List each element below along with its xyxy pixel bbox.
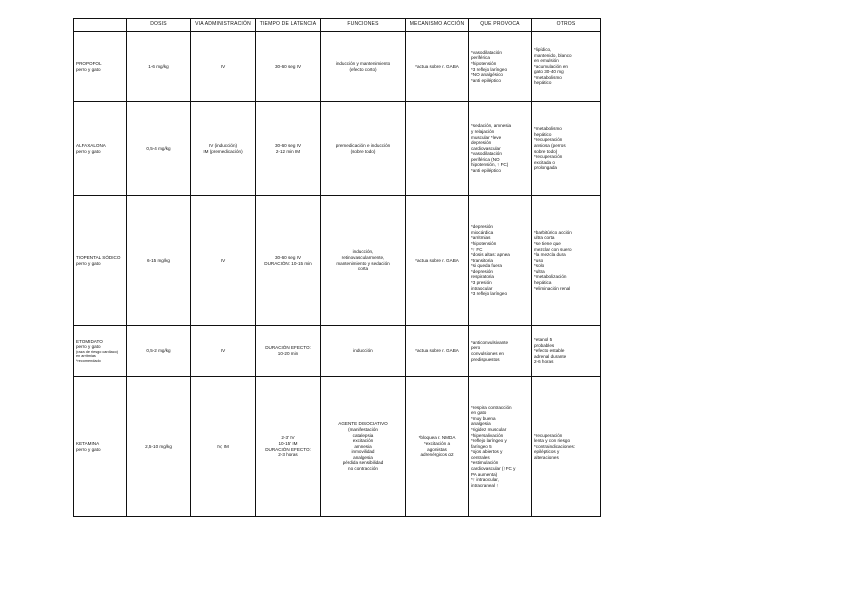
cell-text-line: 2-6 horas <box>534 359 554 365</box>
mechanism-cell <box>406 377 469 517</box>
drug-name-cell <box>74 32 127 102</box>
cell-text-line: 0,5-2 mg/kg <box>146 348 171 354</box>
cell-text-line: *hipotensión <box>471 240 497 246</box>
cell-text-line: *respira contracción <box>471 404 512 410</box>
header-corner <box>74 19 127 32</box>
cell-text-line: respiratoria <box>471 274 494 280</box>
cell-text-line: hepático <box>534 80 552 86</box>
others-cell <box>532 326 601 377</box>
latency-cell <box>256 32 321 102</box>
cell-text-line: *metabolismo <box>534 74 562 80</box>
cell-text-line: perro y gato <box>76 344 101 350</box>
latency-cell <box>256 102 321 196</box>
others-cell <box>532 32 601 102</box>
cell-text-line: adrenérgicos α2 <box>420 452 454 458</box>
cell-text-line: pero <box>471 345 481 351</box>
cell-text-line: *depresión <box>471 224 493 230</box>
cell-text-line: *recuperación <box>534 154 563 160</box>
cell-text-line: *NO analgésico <box>471 72 503 78</box>
cell-text-line: *estimulación <box>471 460 499 466</box>
cell-text-line: periférica (NO <box>471 156 500 162</box>
cell-text-line: excitada o <box>534 159 555 165</box>
dose-cell <box>127 377 191 517</box>
cell-text-line: *3 presión <box>471 280 492 286</box>
cell-text-line: IV (inducción) <box>208 142 238 148</box>
cell-text-line: 2,5-10 mg/kg <box>145 443 172 449</box>
cell-text-line: *uso <box>534 257 544 263</box>
cell-text-line: *si queda fuera <box>471 263 502 269</box>
cell-text-line: *hipersalivación <box>471 432 504 438</box>
cell-text-line: *excitación a <box>423 440 451 446</box>
cell-text-line: (manifestación <box>348 426 378 432</box>
functions-cell <box>321 196 406 326</box>
cell-text-line: *hipotensión <box>471 60 497 66</box>
cell-text-line: *la mezcla dura <box>534 252 566 258</box>
mechanism-cell <box>406 196 469 326</box>
cell-text-line: *efecto estable <box>534 348 565 354</box>
cell-text-line: DURACIÓN: 10-15 min <box>264 260 312 266</box>
effects-cell <box>469 377 532 517</box>
cell-text-line: intracraneal ↑ <box>471 482 499 488</box>
cell-text-line: 1-6 mg/kg <box>148 63 169 69</box>
latency-cell <box>256 196 321 326</box>
cell-text-line: mezclar con suero <box>534 246 572 252</box>
header-effects: QUE PROVOCA <box>469 19 532 32</box>
cell-text-line: probables <box>534 342 555 348</box>
cell-text-line: *lipídico, <box>534 46 552 52</box>
header-latency: TIEMPO DE LATENCIA <box>256 19 321 32</box>
cell-text-line: *acumulación en <box>534 63 568 69</box>
cell-text-line: *dosis altas: apnea <box>471 252 510 258</box>
cell-text-line: *transitoria <box>471 257 493 263</box>
dose-cell <box>127 326 191 377</box>
cell-text-line: depresión <box>471 140 492 146</box>
dose-cell <box>127 32 191 102</box>
cell-text-line: *actua sobre r. GABA <box>415 63 459 69</box>
table-row <box>74 102 601 196</box>
cell-text-line: perro y gato <box>76 148 101 154</box>
cell-text-line: IM (premedicación) <box>203 148 243 154</box>
cell-text-line: 2-12 min IM <box>275 148 301 154</box>
drug-name-cell <box>74 377 127 517</box>
cell-text-line: mantenimiento y sedación <box>336 260 390 266</box>
cell-text-line: *depresión <box>471 268 493 274</box>
cell-text-line: miocárdica <box>471 229 494 235</box>
cell-text-line: centrales <box>471 454 490 460</box>
cell-text-line: *actua sobre r. GABA <box>415 348 459 354</box>
cell-text-line: retinovascularmente, <box>341 254 385 260</box>
cell-text-line: hepática <box>534 280 552 286</box>
cell-text-line: *vasodilatación <box>471 151 502 157</box>
header-row <box>74 19 601 32</box>
cell-text-line: IV <box>220 257 226 263</box>
table-row <box>74 32 601 102</box>
others-cell <box>532 102 601 196</box>
cell-text-line: *ojos abiertos y <box>471 449 503 455</box>
cell-text-line: analgesia <box>471 421 491 427</box>
table-body <box>74 32 601 517</box>
cell-text-line: *actua sobre r. GABA <box>415 257 459 263</box>
cell-text-line: (efecto corto) <box>349 66 377 72</box>
dose-cell <box>127 196 191 326</box>
drug-name-cell <box>74 326 127 377</box>
cell-text-line: pérdida sensibilidad <box>342 460 384 466</box>
cell-text-line: *solo <box>534 263 545 269</box>
cell-text-line: ansiosa (perros <box>534 142 566 148</box>
effects-cell <box>469 326 532 377</box>
cell-text-line: *bloquea r. NMDA <box>418 435 456 441</box>
effects-cell <box>469 196 532 326</box>
cell-text-line: lenta y con riesgo <box>534 438 571 444</box>
cell-text-line: ETOMIDATO <box>76 338 103 344</box>
cell-text-line: DURACIÓN EFECTO: <box>265 345 311 351</box>
cell-text-line: *3 reflejo laríngeo <box>471 66 508 72</box>
cell-text-line: hepático <box>534 131 552 137</box>
functions-cell <box>321 377 406 517</box>
cell-text-line: 0,5-4 mg/kg <box>146 145 171 151</box>
header-dose: DOSIS <box>127 19 191 32</box>
cell-text-line: IV, IM <box>217 443 229 449</box>
latency-cell <box>256 377 321 517</box>
cell-text-line: 10-20 min <box>277 351 299 356</box>
via-cell <box>191 102 256 196</box>
cell-text-line: PA aumenta) <box>471 471 498 477</box>
cell-text-line: *sedación, amnesia <box>471 123 512 129</box>
cell-text-line: *barbitúrico acción <box>534 229 572 235</box>
cell-text-line: inducción, <box>352 249 374 255</box>
header-mechanism: MECANISMO ACCIÓN <box>406 19 469 32</box>
cell-text-line: adrenal durante <box>534 353 567 359</box>
cell-text-line: *eliminación renal <box>534 285 571 291</box>
cell-text-line: *↑ FC <box>471 246 483 252</box>
cell-text-line: IV <box>220 348 226 354</box>
others-cell <box>532 377 601 517</box>
cell-text-line: perro y gato <box>76 260 101 266</box>
cell-text-line: *muy buena <box>471 415 496 421</box>
cell-text-line: *recomendado <box>76 358 101 363</box>
cell-text-line: *metabolismo <box>534 126 562 132</box>
mechanism-cell <box>406 32 469 102</box>
via-cell <box>191 32 256 102</box>
cell-text-line: excitación <box>352 438 374 444</box>
cell-text-line: inmovilidad <box>351 449 375 455</box>
cell-text-line: corta <box>357 266 369 272</box>
header-via: VIA ADMINISTRACIÓN <box>191 19 256 32</box>
mechanism-cell <box>406 326 469 377</box>
cell-text-line: *3 reflejo laríngeo <box>471 291 508 297</box>
mechanism-cell <box>406 102 469 196</box>
cell-text-line: 2-3' IV <box>281 435 295 441</box>
header-functions: FUNCIONES <box>321 19 406 32</box>
latency-cell <box>256 326 321 377</box>
cell-text-line: *rigidez muscular <box>471 426 507 432</box>
cell-text-line: *etanol 5 <box>534 337 553 343</box>
cell-text-line: *reflejo laríngeo y <box>471 438 507 444</box>
via-cell <box>191 326 256 377</box>
cell-text-line: TIOPENTAL SÓDICO <box>76 254 121 260</box>
anesthetics-table <box>73 18 601 517</box>
cell-text-line: ultra corta <box>534 235 555 241</box>
cell-text-line: *anti epiléptico <box>471 77 501 83</box>
cell-text-line: 30-60 seg IV <box>274 63 302 69</box>
cell-text-line: ALFAXALONA <box>76 142 106 148</box>
cell-text-line: *metabolización <box>534 274 567 280</box>
cell-text-line: premedicación e inducción <box>335 142 391 148</box>
cell-text-line: catalepsia <box>352 432 374 438</box>
cell-text-line: 10-15' IM <box>278 440 298 446</box>
via-cell <box>191 196 256 326</box>
cell-text-line: intraocular <box>471 285 493 291</box>
cell-text-line: sobre todo) <box>534 148 558 154</box>
header-others: OTROS <box>532 19 601 32</box>
cell-text-line: epilépticos y <box>534 449 560 455</box>
cell-text-line: hipotensión, ↑ FC) <box>471 162 509 168</box>
cell-text-line: DURACIÓN EFECTO: <box>265 446 311 452</box>
cell-text-line: inducción y mantenimiento <box>335 60 391 66</box>
table-row <box>74 377 601 517</box>
cell-text-line: alteraciones <box>534 454 559 460</box>
table-row <box>74 196 601 326</box>
effects-cell <box>469 32 532 102</box>
cell-text-line: muscular *leve <box>471 134 502 140</box>
cell-text-line: inducción <box>353 348 373 354</box>
cell-text-line: en emulsión <box>534 58 559 64</box>
cell-text-line: cardiovascular (↑FC y <box>471 466 516 472</box>
cell-text-line: *ultra <box>534 268 545 274</box>
cell-text-line: (raza de riesgo cardiaco) <box>76 349 118 354</box>
cell-text-line: no contracción <box>348 466 378 472</box>
effects-cell <box>469 102 532 196</box>
functions-cell <box>321 102 406 196</box>
cell-text-line: *recuperación <box>534 137 563 143</box>
cell-text-line: *recuperación <box>534 432 563 438</box>
cell-text-line: 30-60 seg IV <box>274 142 302 148</box>
cell-text-line: *contraindicaciones: <box>534 443 576 449</box>
cell-text-line: prolongada <box>534 165 557 171</box>
functions-cell <box>321 32 406 102</box>
cell-text-line: IV <box>220 63 226 69</box>
cell-text-line: *se tiene que <box>534 240 561 246</box>
via-cell <box>191 377 256 517</box>
cell-text-line: perro y gato <box>76 66 101 72</box>
cell-text-line: (sobre todo) <box>350 148 376 154</box>
cell-text-line: *anticonvulsivante <box>471 339 509 345</box>
cell-text-line: 6-15 mg/kg <box>147 257 170 263</box>
cell-text-line: predispuestos <box>471 356 500 362</box>
cell-text-line: amnesia <box>354 443 372 449</box>
cell-text-line: *↑ intraocular, <box>471 477 499 483</box>
cell-text-line: analgesia <box>353 454 373 460</box>
cell-text-line: en gato <box>471 410 487 416</box>
cell-text-line: faríngeo 5 <box>471 443 492 449</box>
table-row <box>74 326 601 377</box>
drug-name-cell <box>74 196 127 326</box>
cell-text-line: 2-3 horas <box>278 452 298 458</box>
cell-text-line: KETAMINA <box>76 440 100 446</box>
cell-text-line: PROPOFOL <box>76 60 102 66</box>
cell-text-line: convulsiones en <box>471 351 504 356</box>
cell-text-line: perro y gato <box>76 446 101 452</box>
cell-text-line: 30-60 seg IV <box>274 254 302 260</box>
cell-text-line: *vasodilatación <box>471 49 502 55</box>
cell-text-line: mantenido, blanco <box>534 52 572 58</box>
drug-name-cell <box>74 102 127 196</box>
others-cell <box>532 196 601 326</box>
cell-text-line: cardiovascular <box>471 145 501 151</box>
cell-text-line: AGENTE DISOCIATIVO <box>338 421 388 427</box>
cell-text-line: en arritmias <box>76 354 96 359</box>
cell-text-line: gato 30-40 mg <box>534 69 564 75</box>
cell-text-line: periférica <box>471 55 490 61</box>
cell-text-line: *anti epiléptico <box>471 168 501 174</box>
dose-cell <box>127 102 191 196</box>
functions-cell <box>321 326 406 377</box>
cell-text-line: y relajación <box>471 128 495 134</box>
cell-text-line: *arritmias <box>471 235 491 241</box>
cell-text-line: agonistas <box>427 446 447 452</box>
